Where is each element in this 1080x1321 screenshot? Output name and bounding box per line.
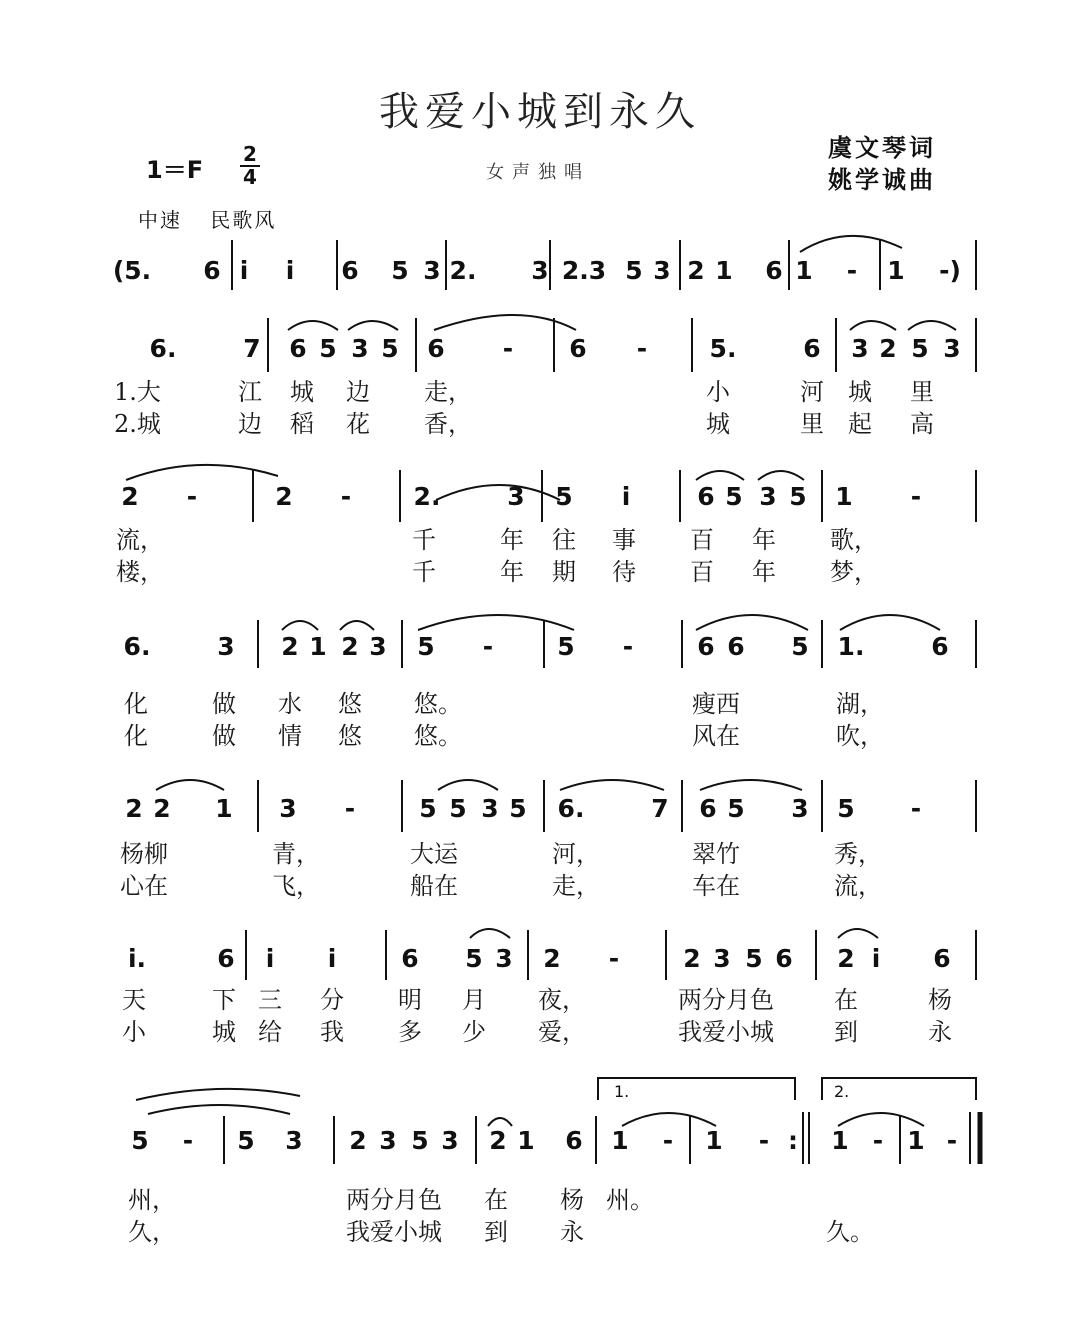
lyric: 两分月色	[346, 1186, 442, 1214]
lyric: 在	[834, 986, 858, 1014]
lyric: 情	[278, 722, 302, 750]
note: 5	[727, 794, 745, 823]
lyricist-credit: 虞文琴词	[828, 133, 936, 162]
note: i	[285, 256, 295, 285]
note: 1	[907, 1126, 925, 1155]
note: 2	[121, 482, 139, 511]
note: -	[482, 632, 494, 661]
note: -	[758, 1126, 770, 1155]
lyric: 青，	[272, 840, 320, 868]
lyric: 下	[212, 986, 236, 1014]
note: 6	[565, 1126, 583, 1155]
note: (5.	[112, 256, 152, 285]
lyric: 车在	[692, 872, 740, 900]
lyric: 明	[398, 986, 422, 1014]
slur	[136, 1089, 924, 1126]
note: -	[502, 334, 514, 363]
lyric: 水	[278, 690, 302, 718]
lyric: 永	[928, 1018, 952, 1046]
note: 2	[281, 632, 299, 661]
note: 2	[687, 256, 705, 285]
lyric: 悠。	[414, 690, 462, 718]
note: i	[239, 256, 249, 285]
lyric: 给	[258, 1018, 282, 1046]
barline	[258, 780, 976, 832]
note: i	[621, 482, 631, 511]
lyric: 分	[320, 986, 344, 1014]
lyric: 我	[320, 1018, 344, 1046]
lyric: 走，	[424, 378, 472, 406]
lyric: 州。	[606, 1186, 654, 1214]
note: -	[182, 1126, 194, 1155]
note: 2	[543, 944, 561, 973]
lyric: 到	[484, 1218, 508, 1246]
note: 2	[153, 794, 171, 823]
lyric: 心在	[120, 872, 168, 900]
note: 6	[401, 944, 419, 973]
note: 2	[341, 632, 359, 661]
lyric: 悠	[338, 690, 362, 718]
note: -	[186, 482, 198, 511]
lyric: 城	[848, 378, 872, 406]
note: 5	[237, 1126, 255, 1155]
note: 6	[203, 256, 221, 285]
note: i.	[127, 944, 147, 973]
note: 1	[611, 1126, 629, 1155]
note: 3	[495, 944, 513, 973]
lyric: 小	[122, 1018, 146, 1046]
lyric: 杨	[560, 1186, 584, 1214]
note: -	[340, 482, 352, 511]
note: 2.	[413, 482, 441, 511]
key-signature: 1＝F	[146, 156, 204, 184]
lyric: 做	[212, 690, 236, 718]
note: 1	[887, 256, 905, 285]
lyric: 里	[800, 410, 824, 438]
note: i	[265, 944, 275, 973]
lyric: 梦，	[830, 558, 878, 586]
note: -	[608, 944, 620, 973]
note: 3	[441, 1126, 459, 1155]
lyric: 城	[290, 378, 314, 406]
lyric: 年	[500, 558, 524, 586]
lyric: 走，	[552, 872, 600, 900]
note: 2	[683, 944, 701, 973]
note: -	[910, 794, 922, 823]
lyric: 瘦西	[692, 690, 740, 718]
note: -)	[939, 256, 961, 285]
lyric: 起	[848, 410, 872, 438]
note: 2	[125, 794, 143, 823]
note: 1	[705, 1126, 723, 1155]
note: 3	[423, 256, 441, 285]
lyric: 城	[706, 410, 730, 438]
repeat-end-barline	[803, 1112, 809, 1164]
note: 5	[791, 632, 809, 661]
note: 5	[381, 334, 399, 363]
slur	[156, 780, 802, 790]
lyric: 往	[552, 526, 576, 554]
lyric: 1.大	[114, 378, 161, 406]
lyric: 吹，	[836, 722, 884, 750]
note: 5	[789, 482, 807, 511]
note: 6	[699, 794, 717, 823]
lyric: 悠。	[414, 722, 462, 750]
lyric: 化	[124, 690, 148, 718]
lyric: 天	[122, 986, 146, 1014]
time-signature-top: 2	[243, 142, 257, 166]
note: 5	[449, 794, 467, 823]
note: 5	[557, 632, 575, 661]
lyric: 年	[500, 526, 524, 554]
note: 5	[391, 256, 409, 285]
lyric: 流，	[116, 526, 164, 554]
note: i	[871, 944, 881, 973]
note: 3	[791, 794, 809, 823]
note: 2	[837, 944, 855, 973]
note: 6	[933, 944, 951, 973]
lyric: 待	[612, 558, 636, 586]
note: 5	[625, 256, 643, 285]
note: 5	[131, 1126, 149, 1155]
lyric: 百	[690, 558, 714, 586]
lyric: 爱，	[538, 1018, 586, 1046]
note: 6	[775, 944, 793, 973]
note: 3	[759, 482, 777, 511]
note: i	[327, 944, 337, 973]
note: 5	[417, 632, 435, 661]
note: 3	[653, 256, 671, 285]
note: 2	[275, 482, 293, 511]
lyric: 千	[412, 526, 436, 554]
lyric: 船在	[410, 872, 458, 900]
lyric: 河	[800, 378, 824, 406]
note: 1	[831, 1126, 849, 1155]
note: 7	[243, 334, 261, 363]
lyric: 在	[484, 1186, 508, 1214]
note: 2	[489, 1126, 507, 1155]
slur	[282, 615, 940, 630]
note: 3	[713, 944, 731, 973]
lyric: 小	[706, 378, 730, 406]
note: 3	[217, 632, 235, 661]
lyric: 州，	[128, 1186, 176, 1214]
lyric: 做	[212, 722, 236, 750]
note: 5	[555, 482, 573, 511]
note: -	[946, 1126, 958, 1155]
lyric: 期	[552, 558, 576, 586]
note: -	[622, 632, 634, 661]
note: 1	[795, 256, 813, 285]
lyric: 月	[462, 986, 486, 1014]
note: -	[846, 256, 858, 285]
time-signature-bottom: 4	[243, 165, 257, 189]
note: 6	[931, 632, 949, 661]
second-ending-label: 2.	[834, 1082, 850, 1101]
lyric: 边	[346, 378, 370, 406]
lyric: 事	[612, 526, 636, 554]
lyric: 少	[462, 1018, 486, 1046]
note: 5	[319, 334, 337, 363]
composer-credit: 姚学诚曲	[828, 165, 936, 194]
note: 6	[697, 482, 715, 511]
note: 3	[507, 482, 525, 511]
lyric: 花	[346, 410, 370, 438]
note: 7	[651, 794, 669, 823]
song-title: 我爱小城到永久	[379, 89, 701, 135]
note: 3	[369, 632, 387, 661]
lyric: 久，	[128, 1218, 176, 1246]
note: 1	[215, 794, 233, 823]
lyric: 永	[560, 1218, 584, 1246]
note: 6.	[123, 632, 151, 661]
note: 1	[715, 256, 733, 285]
lyric: 到	[834, 1018, 858, 1046]
note: 6	[697, 632, 715, 661]
note: 5	[745, 944, 763, 973]
note: 5	[419, 794, 437, 823]
note: 3	[279, 794, 297, 823]
tempo-style: 民歌风	[210, 208, 277, 232]
note: 1	[309, 632, 327, 661]
note: 6	[765, 256, 783, 285]
tempo-speed: 中速	[138, 208, 182, 232]
lyric: 三	[258, 986, 282, 1014]
note: 2	[349, 1126, 367, 1155]
lyric: 年	[752, 526, 776, 554]
note: 2.3	[561, 256, 607, 285]
note: -	[662, 1126, 674, 1155]
note: 2	[879, 334, 897, 363]
lyric: 歌，	[830, 526, 878, 554]
lyric: 2.城	[114, 410, 161, 438]
note: 2.	[449, 256, 477, 285]
lyric: 城	[212, 1018, 236, 1046]
lyric: 翠竹	[692, 840, 740, 868]
note: 6	[727, 632, 745, 661]
note: 5	[837, 794, 855, 823]
lyric: 百	[690, 526, 714, 554]
note: 3	[351, 334, 369, 363]
lyric: 湖，	[836, 690, 884, 718]
lyric: 我爱小城	[346, 1218, 442, 1246]
note: 6	[341, 256, 359, 285]
lyric: 江	[238, 378, 262, 406]
lyric: 香，	[424, 410, 472, 438]
note: :	[788, 1126, 798, 1155]
lyric: 年	[752, 558, 776, 586]
lyric: 秀，	[834, 840, 882, 868]
note: 5	[411, 1126, 429, 1155]
note: 1	[835, 482, 853, 511]
lyric: 河，	[552, 840, 600, 868]
note: -	[872, 1126, 884, 1155]
lyric: 杨柳	[120, 840, 168, 868]
note: 5	[725, 482, 743, 511]
note: 3	[851, 334, 869, 363]
note: 6.	[149, 334, 177, 363]
lyric: 悠	[338, 722, 362, 750]
slur	[800, 236, 902, 252]
note: 6	[803, 334, 821, 363]
lyric: 流，	[834, 872, 882, 900]
note: 5.	[709, 334, 737, 363]
lyric: 夜，	[538, 986, 586, 1014]
slur	[288, 315, 956, 330]
note: 6	[427, 334, 445, 363]
lyric: 稻	[290, 410, 314, 438]
lyric: 千	[412, 558, 436, 586]
note: 3	[943, 334, 961, 363]
note: -	[910, 482, 922, 511]
note: -	[344, 794, 356, 823]
note: 5	[465, 944, 483, 973]
lyric: 大运	[410, 840, 458, 868]
note: 3	[531, 256, 549, 285]
lyric: 我爱小城	[678, 1018, 774, 1046]
note: 3	[285, 1126, 303, 1155]
lyric: 里	[910, 378, 934, 406]
note: 5	[911, 334, 929, 363]
note: 6	[569, 334, 587, 363]
lyric: 化	[124, 722, 148, 750]
note: 3	[379, 1126, 397, 1155]
performance-type: 女声独唱	[486, 162, 590, 183]
note: 6.	[557, 794, 585, 823]
note: 3	[481, 794, 499, 823]
lyric: 高	[910, 410, 934, 438]
note: 1	[517, 1126, 535, 1155]
lyric: 飞，	[272, 872, 320, 900]
lyric: 两分月色	[678, 986, 774, 1014]
note: 6	[217, 944, 235, 973]
lyric: 多	[398, 1018, 422, 1046]
note: 1.	[837, 632, 865, 661]
lyric: 杨	[928, 986, 952, 1014]
lyric: 楼，	[116, 558, 164, 586]
lyric: 边	[238, 410, 262, 438]
note: 5	[509, 794, 527, 823]
lyric: 风在	[692, 722, 740, 750]
first-ending-label: 1.	[614, 1082, 630, 1101]
lyric: 久。	[826, 1218, 874, 1246]
note: 6	[289, 334, 307, 363]
note: -	[636, 334, 648, 363]
